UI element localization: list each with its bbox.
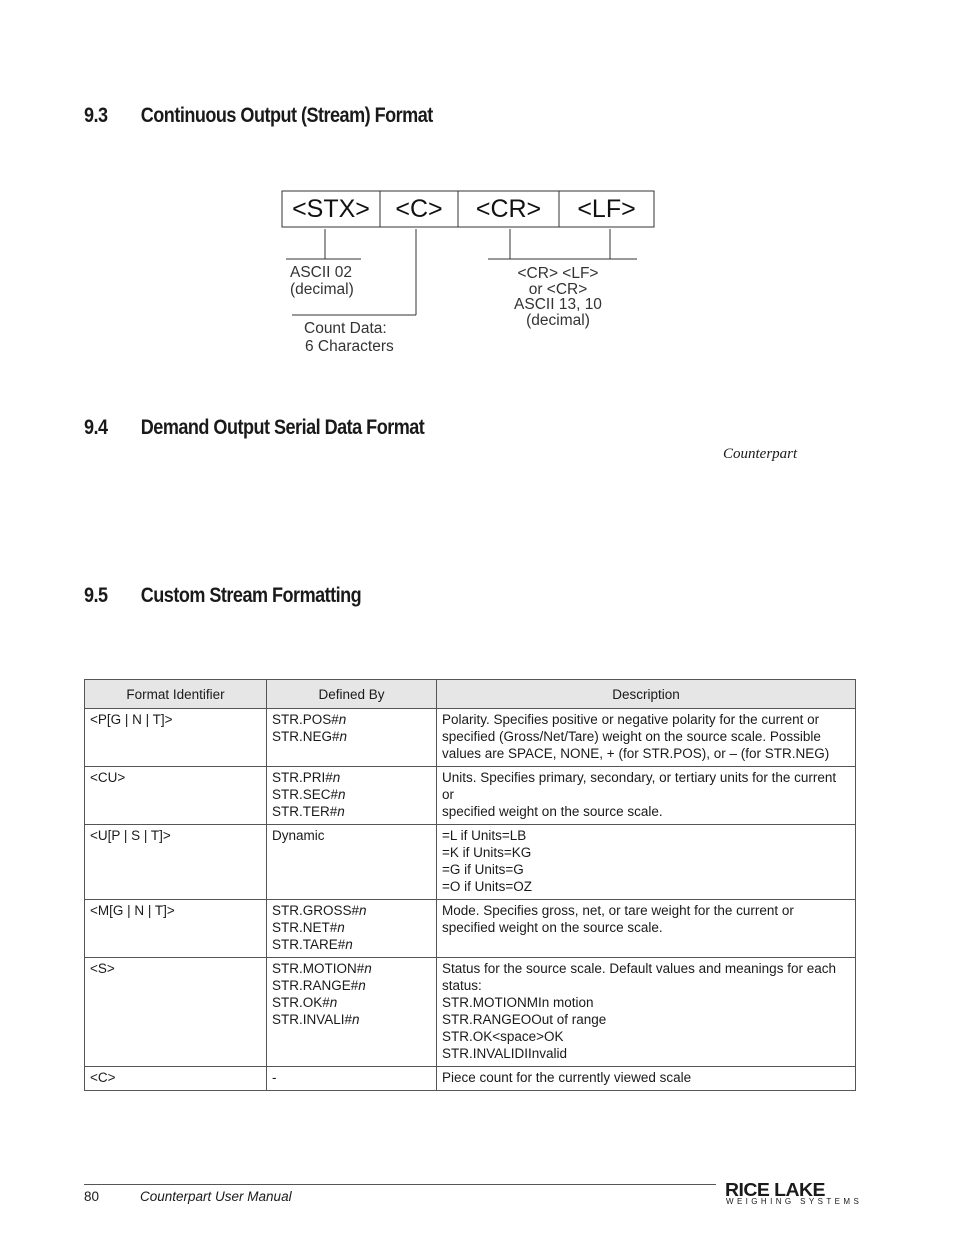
logo-sub-text: WEIGHING SYSTEMS — [726, 1197, 863, 1206]
description-cell — [437, 958, 856, 1067]
section-number: 9.4 — [84, 416, 108, 439]
description-line: =G if Units=G — [442, 862, 524, 877]
defined-by-cell — [267, 825, 437, 900]
stx-box: <STX> — [292, 195, 370, 223]
parameter-name: STR.TARE# — [272, 937, 346, 952]
parameter-name: STR.PRI# — [272, 770, 333, 785]
count-label-line: 6 Characters — [305, 338, 394, 355]
table-header-row — [85, 680, 856, 709]
parameter-index: n — [332, 770, 341, 785]
parameter-name: STR.NEG# — [272, 729, 340, 744]
defined-by-line — [272, 786, 431, 803]
counterpart-italic-text: Counterpart — [723, 446, 798, 462]
parameter-name: - — [272, 1070, 277, 1085]
defined-by-line — [272, 711, 431, 728]
section-number: 9.5 — [84, 584, 108, 607]
description-line: Mode. Specifies gross, net, or tare weight for the current or — [442, 903, 794, 918]
defined-by-cell — [267, 709, 437, 767]
description-line: Status for the source scale. Default values and meanings for each — [442, 961, 836, 976]
crlf-label — [498, 266, 618, 328]
logo-main-text: RICE LAKE — [725, 1180, 825, 1200]
description-line: values are SPACE, NONE, + (for STR.POS), or – (for STR.NEG) — [442, 746, 830, 761]
description-cell — [437, 825, 856, 900]
section-title: Continuous Output (Stream) Format — [140, 104, 433, 127]
defined-by-cell — [267, 958, 437, 1067]
description-line: STR.OK<space>OK — [442, 1029, 564, 1044]
description-line: status: — [442, 978, 482, 993]
parameter-name: STR.POS# — [272, 712, 339, 727]
table-row — [85, 767, 856, 825]
table-row — [85, 709, 856, 767]
parameter-index: n — [329, 995, 338, 1010]
parameter-index: n — [352, 1012, 360, 1027]
format-identifier-cell: <CU> — [85, 767, 267, 825]
parameter-name: STR.SEC# — [272, 787, 339, 802]
parameter-name: STR.NET# — [272, 920, 338, 935]
description-cell — [437, 1067, 856, 1091]
parameter-index: n — [359, 903, 367, 918]
description-line: Polarity. Specifies positive or negative polarity for the current or — [442, 712, 820, 727]
count-label — [304, 320, 394, 356]
parameter-index: n — [338, 712, 347, 727]
parameter-index: n — [339, 729, 348, 744]
header-description: Description — [437, 680, 856, 709]
defined-by-line — [272, 1069, 431, 1086]
defined-by-line — [272, 728, 431, 745]
format-identifier-cell: <M[G | N | T]> — [85, 900, 267, 958]
table-row — [85, 900, 856, 958]
parameter-name: STR.TER# — [272, 804, 338, 819]
stx-label-line: ASCII 02 — [290, 264, 353, 281]
description-line: STR.INVALIDIInvalid — [442, 1046, 568, 1061]
parameter-name: STR.GROSS# — [272, 903, 360, 918]
description-line: =O if Units=OZ — [442, 879, 533, 894]
manual-title: Counterpart User Manual — [140, 1189, 292, 1204]
section-title: Custom Stream Formatting — [140, 584, 362, 607]
format-identifier-table — [84, 679, 856, 1091]
description-line: =K if Units=KG — [442, 845, 532, 860]
description-line: specified (Gross/Net/Tare) weight on the source scale. Possible — [442, 729, 821, 744]
format-identifier-cell: <P[G | N | T]> — [85, 709, 267, 767]
crlf-label-line: (decimal) — [526, 311, 590, 329]
defined-by-line — [272, 827, 431, 844]
table-row — [85, 1067, 856, 1091]
header-format-identifier: Format Identifier — [85, 680, 267, 709]
defined-by-line — [272, 994, 431, 1011]
section-heading-9-4 — [84, 416, 424, 440]
parameter-name: STR.RANGE# — [272, 978, 359, 993]
table-row — [85, 958, 856, 1067]
stx-label — [290, 264, 354, 298]
format-identifier-cell: <C> — [85, 1067, 267, 1091]
description-line: Piece count for the currently viewed scale — [442, 1070, 692, 1085]
footer-rule — [84, 1184, 716, 1185]
parameter-index: n — [364, 961, 372, 976]
description-line: =L if Units=LB — [442, 828, 527, 843]
defined-by-line — [272, 769, 431, 786]
defined-by-line — [272, 977, 431, 994]
parameter-name: STR.OK# — [272, 995, 330, 1010]
description-line: STR.RANGEOOut of range — [442, 1012, 607, 1027]
cr-box: <CR> — [475, 195, 542, 223]
description-line: specified weight on the source scale. — [442, 920, 663, 935]
description-cell — [437, 767, 856, 825]
format-identifier-cell: <S> — [85, 958, 267, 1067]
header-defined-by: Defined By — [267, 680, 437, 709]
stx-label-line: (decimal) — [290, 281, 354, 298]
parameter-name: STR.INVALI# — [272, 1012, 353, 1027]
parameter-name: Dynamic — [272, 828, 325, 843]
parameter-name: STR.MOTION# — [272, 961, 365, 976]
crlf-label-line: or <CR> — [528, 280, 588, 298]
table-row — [85, 825, 856, 900]
section-title: Demand Output Serial Data Format — [140, 416, 425, 439]
count-label-line: Count Data: — [304, 320, 387, 337]
parameter-index: n — [337, 804, 345, 819]
rice-lake-logo — [725, 1180, 863, 1210]
parameter-index: n — [358, 978, 366, 993]
section-heading-9-5 — [84, 584, 361, 608]
description-line: specified weight on the source scale. — [442, 804, 663, 819]
defined-by-line — [272, 1011, 431, 1028]
description-line: STR.MOTIONMIn motion — [442, 995, 594, 1010]
crlf-label-line: ASCII 13, 10 — [514, 296, 602, 313]
defined-by-cell — [267, 767, 437, 825]
defined-by-line — [272, 960, 431, 977]
page-number: 80 — [84, 1189, 100, 1204]
c-box: <C> — [395, 195, 443, 223]
section-number: 9.3 — [84, 104, 108, 127]
defined-by-cell — [267, 1067, 437, 1091]
defined-by-line — [272, 803, 431, 820]
defined-by-line — [272, 902, 431, 919]
defined-by-line — [272, 919, 431, 936]
parameter-index: n — [345, 937, 353, 952]
description-cell — [437, 709, 856, 767]
defined-by-line — [272, 936, 431, 953]
parameter-index: n — [337, 920, 345, 935]
stream-format-diagram — [0, 0, 954, 400]
table-body — [85, 709, 856, 1091]
parameter-index: n — [338, 787, 346, 802]
format-identifier-cell: <U[P | S | T]> — [85, 825, 267, 900]
defined-by-cell — [267, 900, 437, 958]
lf-box: <LF> — [577, 195, 636, 223]
description-line: Units. Specifies primary, secondary, or tertiary units for the current or — [442, 770, 837, 802]
description-cell — [437, 900, 856, 958]
crlf-label-line: <CR> <LF> — [517, 265, 599, 282]
